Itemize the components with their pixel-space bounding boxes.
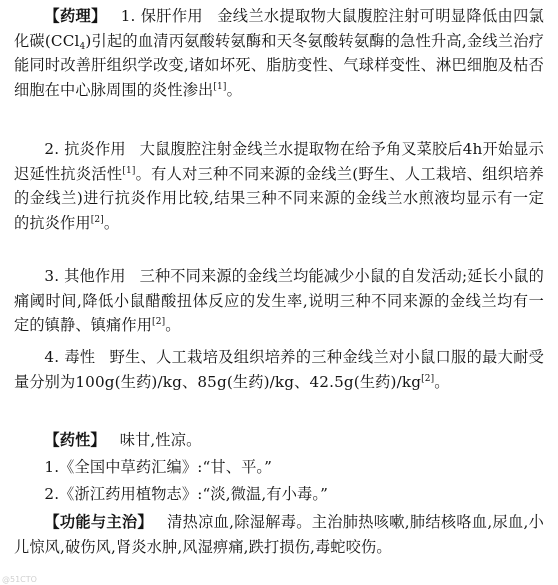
nature-paragraph (14, 428, 544, 453)
nature-tag: 【药性】 (44, 431, 106, 449)
ccl4-subscript: 4 (79, 41, 86, 52)
reference-marker: [2] (152, 317, 166, 327)
nature-item-1: 1.《全国中草药汇编》:“甘、平。” (44, 458, 273, 476)
indications-text: 清热凉血,除湿解毒。主治肺热咳嗽,肺结核咯血,尿血,小儿惊风,破伤风,肾炎水肿,风湿痹痛,跌打损伤,毒蛇咬伤。 (14, 513, 544, 556)
indications-tag: 【功能与主治】 (44, 513, 153, 531)
reference-marker: [1] (213, 81, 227, 92)
anti-inflammatory-heading: 2. 抗炎作用 (44, 140, 126, 158)
pharmacology-paragraph-3 (14, 264, 544, 338)
liver-protection-text-a: 金线兰水提取物大鼠腹腔注射可明显降低由四氯化碳(CCl (14, 7, 544, 50)
sentence-end: 。 (434, 372, 450, 391)
indications-paragraph (14, 510, 544, 559)
reference-marker: [1] (122, 165, 136, 176)
liver-protection-text-b: )引起的血清丙氨酸转氨酶和天冬氨酸转氨酶的急性升高,金线兰治疗能同时改善肝组织学改变,诸如坏死、脂肪变性、气球样变性、淋巴细胞及枯否细胞在中心脉周围的炎性渗出 (14, 31, 544, 99)
toxicity-heading: 4. 毒性 (44, 348, 96, 366)
sentence-end: 。 (165, 316, 181, 334)
nature-item-2: 2.《浙江药用植物志》:“淡,微温,有小毒。” (44, 485, 329, 503)
other-effects-text: 三种不同来源的金线兰均能减少小鼠的自发活动;延长小鼠的痛阈时间,降低小鼠醋酸扭体反应的发生率,说明三种不同来源的金线兰均有一定的镇静、镇痛作用 (14, 267, 544, 334)
pharmacology-paragraph-1 (14, 4, 544, 102)
anti-inflammatory-text-a: 大鼠腹腔注射金线兰水提取物在给予角叉菜胶后4h开始显示迟延性抗炎活性 (14, 140, 544, 183)
toxicity-text: 野生、人工栽培及组织培养的三种金线兰对小鼠口服的最大耐受量分别为100g(生药)/kg、85g(生药)/kg、42.5g(生药)/kg (14, 348, 544, 391)
reference-marker: [2] (90, 214, 104, 225)
other-effects-heading: 3. 其他作用 (44, 267, 126, 285)
pharmacology-paragraph-2 (14, 137, 544, 235)
sentence-end: 。 (226, 80, 242, 99)
watermark-logo: @51CTO (2, 575, 37, 584)
pharmacology-tag: 【药理】 (44, 7, 107, 25)
pharmacology-paragraph-4 (14, 345, 544, 394)
liver-protection-heading: 1. 保肝作用 (120, 7, 203, 25)
anti-inflammatory-text-b: 。有人对三种不同来源的金线兰(野生、人工栽培、组织培养的金线兰)进行抗炎作用比较,结果三种不同来源的金线兰水煎液均显示有一定的抗炎作用 (14, 164, 544, 232)
reference-marker: [2] (421, 373, 435, 384)
sentence-end: 。 (103, 213, 120, 232)
nature-text: 味甘,性凉。 (119, 431, 202, 449)
